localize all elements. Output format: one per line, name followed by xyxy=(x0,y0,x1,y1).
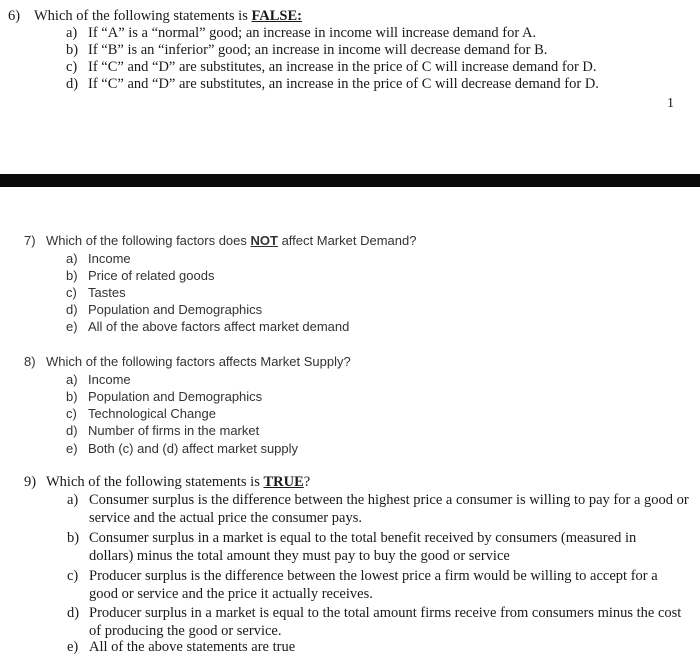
option-a xyxy=(66,25,536,42)
option-d xyxy=(66,76,599,93)
option-label: d) xyxy=(66,302,78,317)
question-number: 9) xyxy=(24,474,37,490)
question-9-stem xyxy=(24,474,310,491)
question-emphasis: FALSE: xyxy=(251,8,302,24)
option-text: If “B” is an “inferior” good; an increase in income will decrease demand for B. xyxy=(88,42,548,58)
question-emphasis: NOT xyxy=(250,233,278,248)
question-text: Which of the following factors affects Market Supply? xyxy=(46,354,351,369)
option-text: Consumer surplus in a market is equal to the total benefit received by consumers (measured in dollars) minus the total amount they must pay to buy the good or service xyxy=(89,530,637,564)
option-a xyxy=(66,250,131,267)
option-e xyxy=(66,318,349,335)
option-label: a) xyxy=(66,251,78,266)
option-a xyxy=(67,491,689,527)
option-e xyxy=(66,440,298,457)
option-text: If “C” and “D” are substitutes, an increase in the price of C will decrease demand for D. xyxy=(88,76,599,92)
option-d xyxy=(67,604,689,640)
option-c xyxy=(67,567,689,603)
question-7-stem xyxy=(24,232,416,249)
option-label: b) xyxy=(66,42,79,58)
option-text: Number of firms in the market xyxy=(88,423,260,438)
option-label: c) xyxy=(67,568,79,584)
question-text: Which of the following factors does xyxy=(46,233,251,248)
option-label: a) xyxy=(66,372,78,387)
option-label: b) xyxy=(67,530,80,546)
page-number: 1 xyxy=(667,96,674,111)
question-6-stem xyxy=(8,8,302,25)
option-label: b) xyxy=(66,389,78,404)
option-label: d) xyxy=(67,605,80,621)
option-label: e) xyxy=(66,441,78,456)
option-c xyxy=(66,284,126,301)
option-text: All of the above factors affect market demand xyxy=(88,319,350,334)
option-text: Income xyxy=(88,372,131,387)
option-label: a) xyxy=(67,492,79,508)
option-text: Technological Change xyxy=(88,406,216,421)
option-text: If “A” is a “normal” good; an increase in income will increase demand for A. xyxy=(88,25,537,41)
option-label: e) xyxy=(66,319,78,334)
option-d xyxy=(66,422,259,439)
option-b xyxy=(66,267,214,284)
option-label: d) xyxy=(66,423,78,438)
option-label: a) xyxy=(66,25,78,41)
option-e xyxy=(67,638,689,656)
option-text: Population and Demographics xyxy=(88,302,263,317)
option-text: All of the above statements are true xyxy=(89,639,296,655)
option-label: c) xyxy=(66,59,78,75)
question-text: Which of the following statements is xyxy=(34,8,252,24)
option-text: Producer surplus is the difference between the lowest price a firm would be willing to accept for a good or service and the price it actually receives. xyxy=(89,568,658,602)
option-text: Tastes xyxy=(88,285,126,300)
option-b xyxy=(67,529,679,565)
option-c xyxy=(66,59,597,76)
option-b xyxy=(66,388,262,405)
option-text: Price of related goods xyxy=(88,268,215,283)
page-divider xyxy=(0,174,700,187)
option-d xyxy=(66,301,262,318)
option-text: Producer surplus in a market is equal to the total amount firms receive from consumers minus the cost of producing the good or service. xyxy=(89,605,682,639)
option-label: e) xyxy=(67,639,79,655)
question-number: 6) xyxy=(8,8,21,24)
question-number: 8) xyxy=(24,354,36,369)
option-label: c) xyxy=(66,406,77,421)
option-a xyxy=(66,371,131,388)
option-b xyxy=(66,42,547,59)
option-text: Income xyxy=(88,251,131,266)
option-text: Consumer surplus is the difference between the highest price a consumer is willing to pay for a good or service and the actual price the consumer pays. xyxy=(89,492,689,526)
option-label: d) xyxy=(66,76,79,92)
question-number: 7) xyxy=(24,233,36,248)
option-c xyxy=(66,405,216,422)
question-8-stem xyxy=(24,353,351,370)
option-label: b) xyxy=(66,268,78,283)
option-text: Population and Demographics xyxy=(88,389,263,404)
option-text: If “C” and “D” are substitutes, an increase in the price of C will increase demand for D. xyxy=(88,59,597,75)
option-text: Both (c) and (d) affect market supply xyxy=(88,441,299,456)
question-text: Which of the following statements is xyxy=(46,474,264,490)
question-emphasis: TRUE xyxy=(263,474,304,490)
question-text-end: affect Market Demand? xyxy=(277,233,417,248)
question-text-end: ? xyxy=(303,474,311,490)
option-label: c) xyxy=(66,285,77,300)
